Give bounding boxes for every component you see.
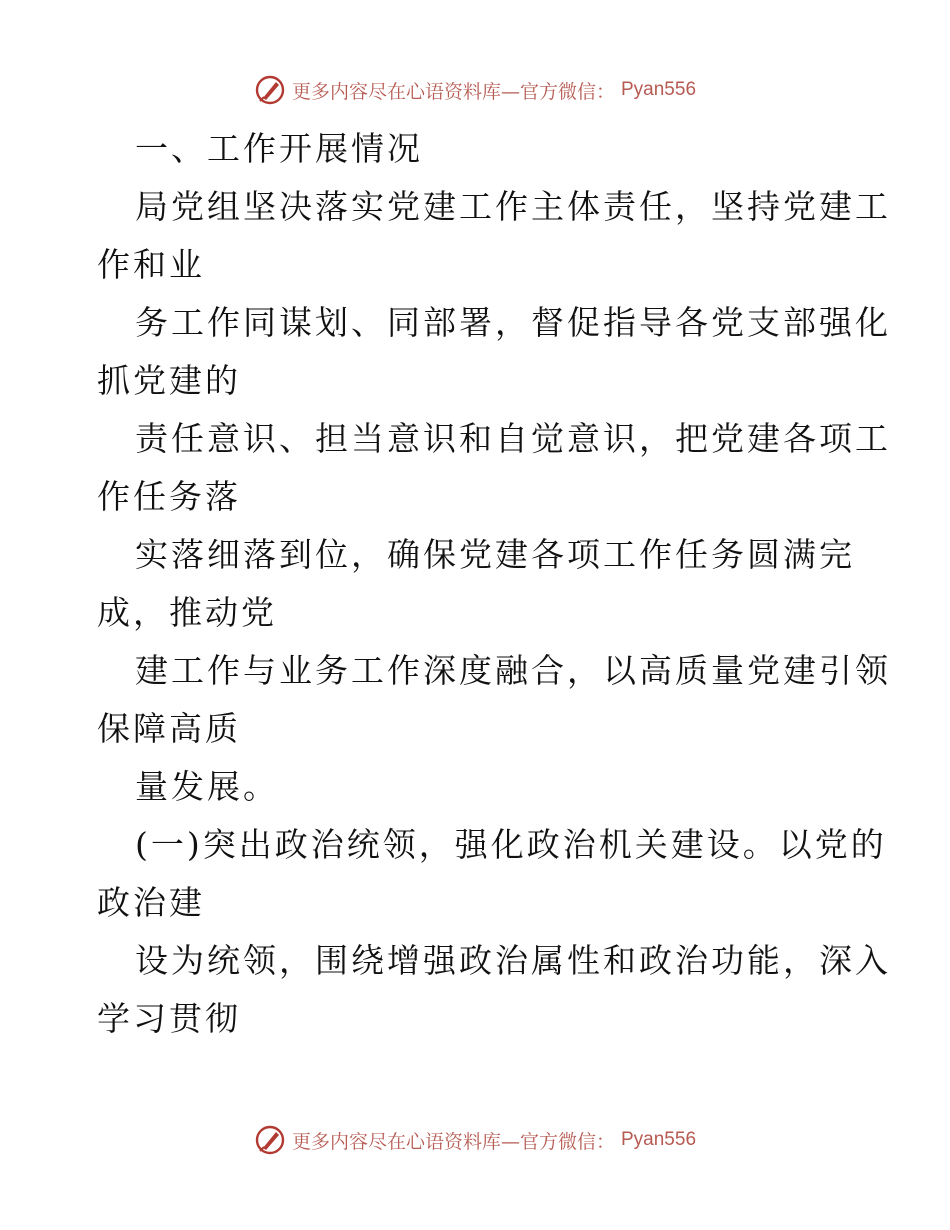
banner-content: [254, 1124, 696, 1156]
banner-text: 更多内容尽在心语资料库—官方微信：: [291, 1130, 615, 1153]
document-body: [97, 120, 891, 1048]
paragraph-line: 学习贯彻: [97, 999, 241, 1038]
paragraph-line: 政治建: [97, 883, 205, 922]
paragraph-line: 务工作同谋划、同部署，督促指导各党支部强化: [135, 303, 891, 342]
quill-pen-logo-icon: [254, 74, 286, 106]
section-heading: 一、工作开展情况: [135, 129, 423, 168]
paragraph-line: 保障高质: [97, 709, 241, 748]
banner-account: Pyan556: [621, 1129, 697, 1150]
quill-pen-logo-icon: [254, 1124, 286, 1156]
banner-account: Pyan556: [621, 79, 697, 100]
paragraph-line: 设为统领，围绕增强政治属性和政治功能，深入: [135, 941, 891, 980]
paragraph-line: 实落细落到位，确保党建各项工作任务圆满完: [135, 535, 855, 574]
header-banner: [0, 70, 950, 110]
paragraph-line: 成，推动党: [97, 593, 277, 632]
paragraph-line: 量发展。: [135, 767, 279, 806]
paragraph-line: 责任意识、担当意识和自觉意识，把党建各项工: [135, 419, 891, 458]
banner-content: [254, 74, 696, 106]
paragraph-line: 作和业: [97, 245, 205, 284]
paragraph-line: 局党组坚决落实党建工作主体责任，坚持党建工: [135, 187, 891, 226]
paragraph-line: 抓党建的: [97, 361, 241, 400]
paragraph-line: 作任务落: [97, 477, 241, 516]
banner-text: 更多内容尽在心语资料库—官方微信：: [291, 80, 615, 103]
paragraph-line: 建工作与业务工作深度融合，以高质量党建引领: [135, 651, 891, 690]
footer-banner: [0, 1120, 950, 1160]
subsection-heading-line: (一)突出政治统领，强化政治机关建设。以党的: [135, 825, 887, 864]
